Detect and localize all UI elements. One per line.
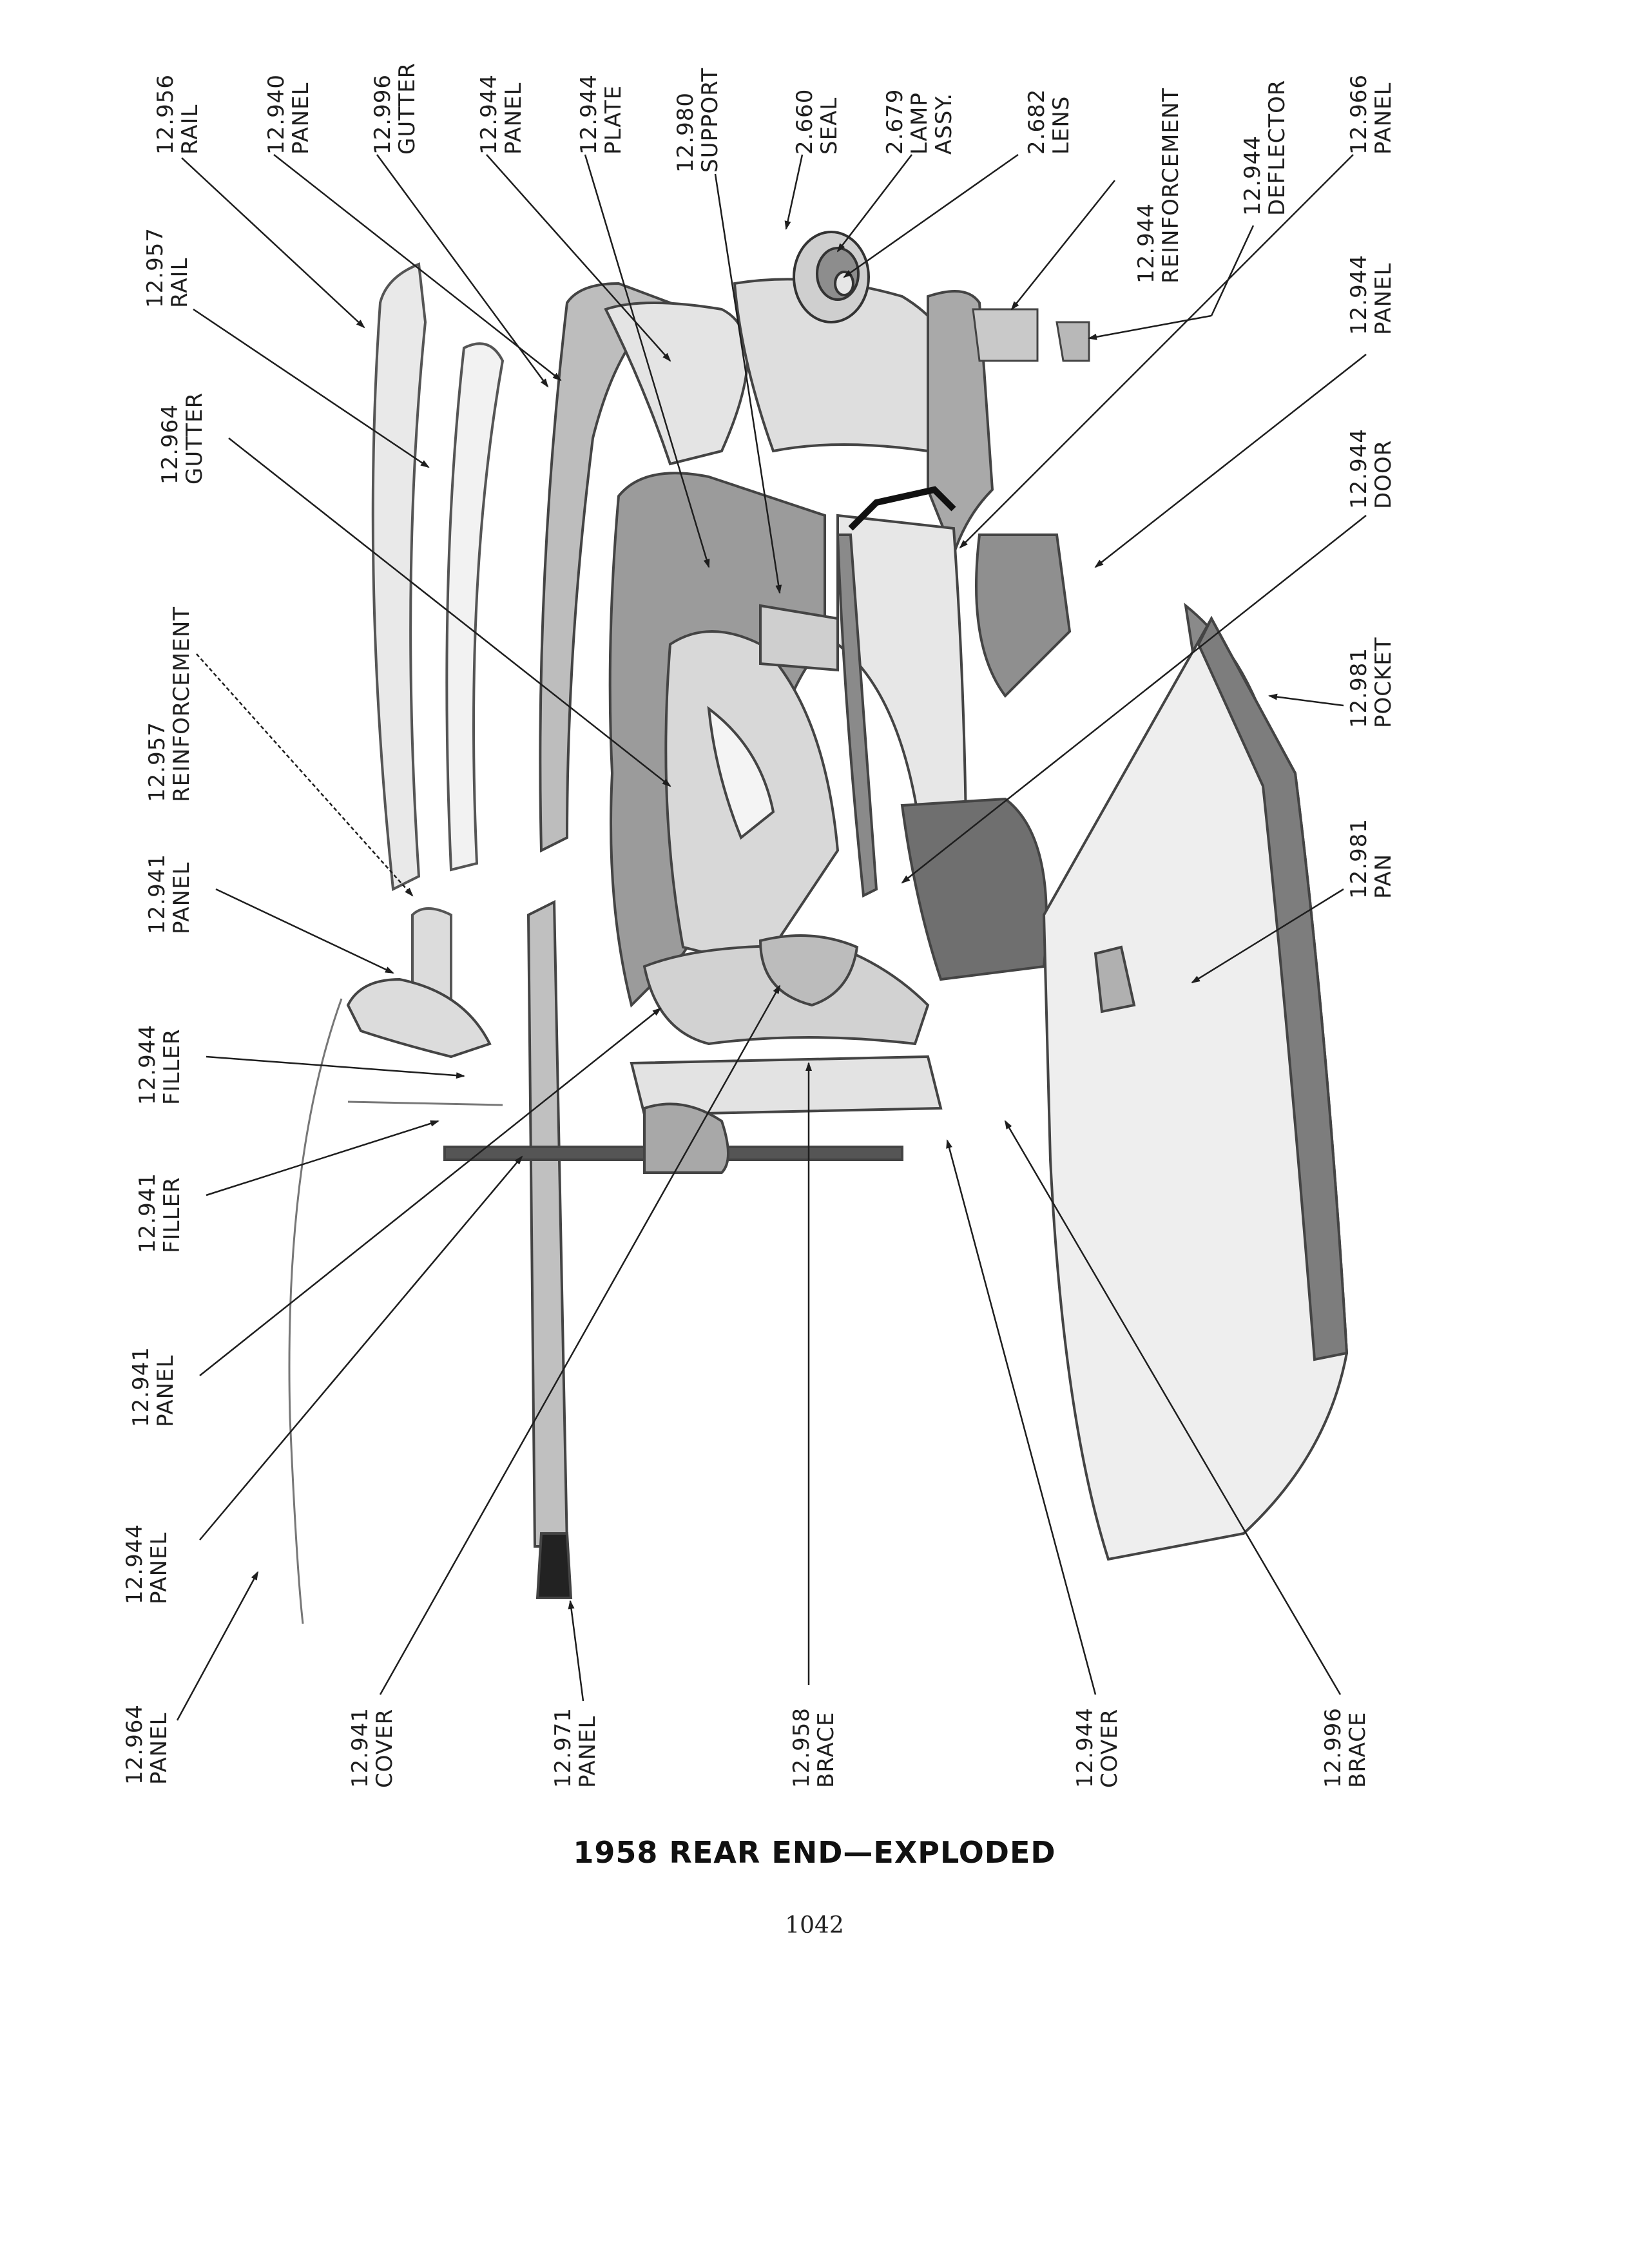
leader-cover-12941 [380,986,780,1695]
quarter-panel-outer-curve [289,999,503,1624]
leader-filler-12944 [206,1057,464,1076]
leader-pocket-12981 [1269,696,1344,706]
diagram-title: 1958 REAR END—EXPLODED [573,1835,1056,1870]
leader-deflector-12944-b [1089,316,1211,338]
leader-reinforcement-12944 [1012,180,1115,309]
trunk-lid-rail-assembly [373,264,503,1005]
leader-panel-12944-b [1095,354,1366,567]
leader-panel-12971 [570,1601,583,1701]
diagram-page: 12.956 RAIL 12.940 PANEL 12.996 GUTTER 12.944 PANEL 12.944 PLATE 12.980 SUPPORT 2.660 SEAL 2.679 LAMP ASSY. 2.682 LENS 12.944 REINFORCEMENT 12.944 DEFLECTOR 12.966 PANEL 12.957 RAIL 12.964 GUTTER 12.944 PANEL 12.944 DOOR 12.957 REINFORCEMENT 12.981 POCKET 12.941 PANEL 12.981 PAN 12.944 FILLER 12.941 FILLER 12.941 PANEL 12.944 PANEL 12.964 PANEL 12.941 COVER 12.971 PANEL 12.958 BRACE 12.944 COVER 12.996 BRACE 1958 REAR END—EXPLODED 1042 [0,0,1629,2268]
floor-pan [1044,619,1347,1559]
lower-back-panel [348,902,941,1598]
leader-panel-12941-a [216,889,393,973]
page-number: 1042 [785,1912,844,1939]
leader-filler-12941 [206,1121,438,1195]
tail-lamp-assembly [794,232,869,322]
leader-panel-12944-c [200,1157,522,1540]
leader-lens-2682 [844,155,1018,277]
leader-deflector-12944 [1211,226,1253,316]
leader-seal-2660 [786,155,802,229]
leader-rail-12956 [182,158,364,327]
leader-panel-12964 [177,1572,258,1720]
inner-panel-body [610,473,838,1005]
